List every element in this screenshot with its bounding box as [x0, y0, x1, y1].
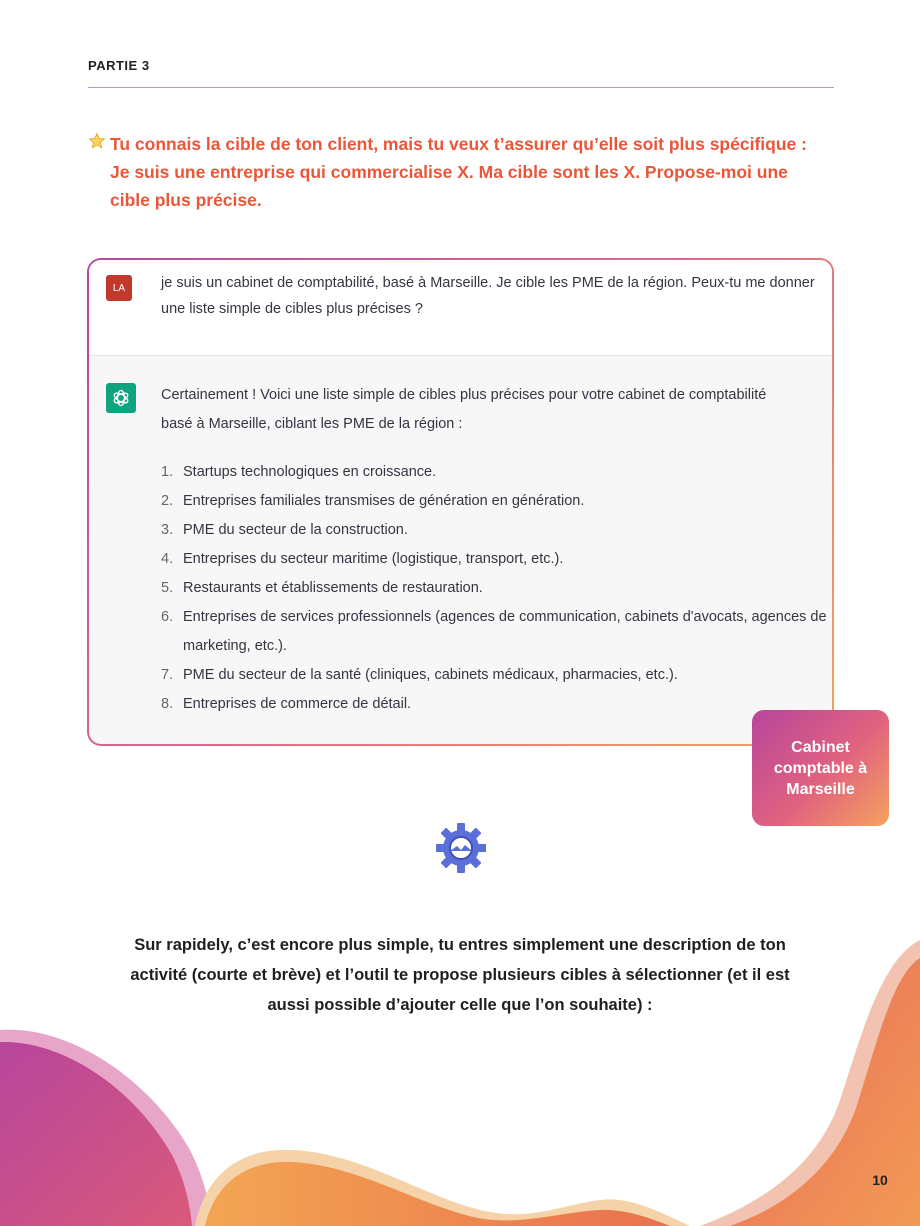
- user-message: je suis un cabinet de comptabilité, basé à Marseille. Je cible les PME de la région. Peux-tu me donner une liste simple de cibles plus précises ?: [161, 275, 815, 317]
- assistant-intro: Certainement ! Voici une liste simple de cibles plus précises pour votre cabinet de comptabilité basé à Marseille, ciblant les PME de la région :: [161, 387, 767, 432]
- rapidely-explanation: Sur rapidely, c’est encore plus simple, tu entres simplement une description de ton activité (courte et brève) et l’outil te propose plusieurs cibles à sélectionner (et il est aussi possible d’ajouter celle que l’on souhaite) :: [130, 936, 790, 1014]
- openai-logo-icon: [106, 383, 136, 413]
- user-avatar: LA: [106, 275, 132, 301]
- star-icon: [88, 132, 106, 150]
- chat-screenshot: [87, 258, 834, 746]
- list-item: 1. Startups technologiques en croissance.: [161, 464, 437, 480]
- list-item: 2. Entreprises familiales transmises de génération en génération.: [161, 493, 585, 509]
- list-item: 3. PME du secteur de la construction.: [161, 522, 408, 538]
- assistant-list: [161, 458, 831, 719]
- tip-text: Tu connais la cible de ton client, mais tu veux t’assurer qu’elle soit plus spécifique : Je suis une entreprise qui commercialise X. Ma cible sont les X. Propose-moi une cible plus précise.: [110, 134, 807, 210]
- section-divider: [88, 87, 834, 88]
- gear-icon: [435, 822, 487, 874]
- user-message-row: [89, 260, 832, 356]
- section-label: PARTIE 3: [88, 58, 150, 73]
- list-item: 8. Entreprises de commerce de détail.: [161, 696, 412, 712]
- list-item: 7. PME du secteur de la santé (cliniques, cabinets médicaux, pharmacies, etc.).: [161, 667, 678, 683]
- tip-block: [88, 130, 808, 214]
- context-badge: Cabinet comptable à Marseille: [752, 710, 889, 826]
- list-item: 4. Entreprises du secteur maritime (logistique, transport, etc.).: [161, 551, 564, 567]
- list-item: 6. Entreprises de services professionnels (agences de communication, cabinets d'avocats, agences de marketing, etc.).: [161, 609, 827, 654]
- list-item: 5. Restaurants et établissements de restauration.: [161, 580, 483, 596]
- page-number: 10: [872, 1172, 888, 1188]
